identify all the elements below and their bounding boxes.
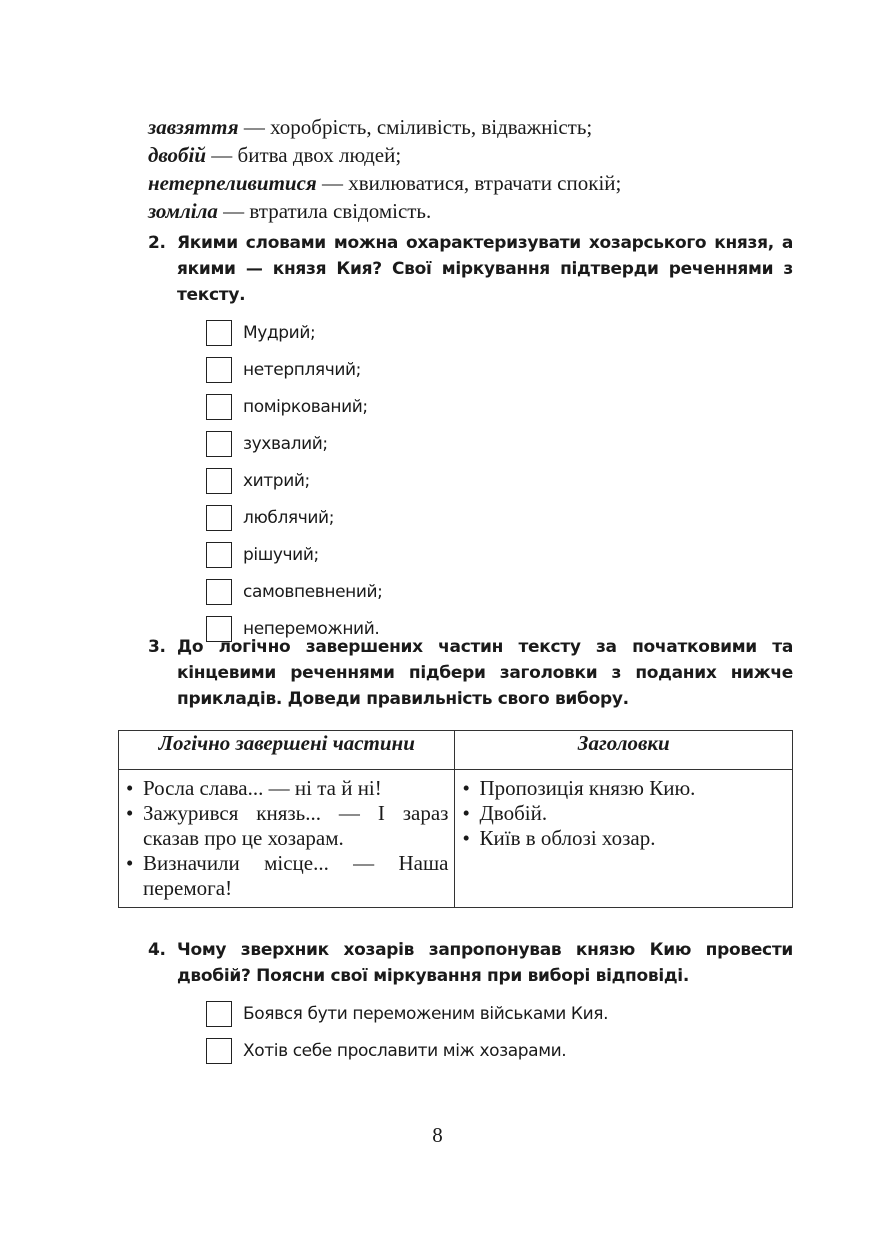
question-4 [148, 937, 793, 1069]
glossary-entry [148, 197, 808, 225]
option-row [206, 462, 793, 499]
table-row [119, 770, 793, 908]
checkbox[interactable] [206, 1038, 232, 1064]
parts-cell [119, 770, 455, 908]
option-row [206, 573, 793, 610]
question-number: 3. [148, 637, 166, 657]
question-3 [148, 634, 793, 712]
checkbox[interactable] [206, 542, 232, 568]
option-label: люблячий; [243, 507, 335, 528]
option-row [206, 499, 793, 536]
question-2-heading [148, 230, 793, 308]
list-item: • Визначили місце... — Наша перемога! [124, 851, 448, 901]
question-4-options [206, 995, 793, 1069]
glossary-definition: — хоробрість, сміливість, відважність; [238, 115, 593, 139]
question-text: До логічно завершених частин тексту за початковими та кінцевими реченнями підбери заголовки з поданих нижче прикладів. Доведи правильність свого вибору. [177, 637, 793, 709]
page-number: 8 [432, 1123, 443, 1147]
list-item: • Двобій. [460, 801, 786, 826]
list-item: • Київ в облозі хозар. [460, 826, 786, 851]
question-4-heading [148, 937, 793, 989]
checkbox[interactable] [206, 320, 232, 346]
glossary [148, 113, 808, 225]
question-text: Якими словами можна охарактеризувати хозарського князя, а якими — князя Кия? Свої міркування підтверди реченнями з тексту. [177, 233, 793, 305]
option-label: нетерплячий; [243, 359, 362, 380]
option-label: зухвалий; [243, 433, 328, 454]
option-row [206, 425, 793, 462]
option-label: Боявся бути переможеним військами Кия. [243, 1003, 609, 1024]
glossary-definition: — хвилюватися, втрачати спокій; [316, 171, 622, 195]
checkbox[interactable] [206, 1001, 232, 1027]
option-label: Хотів себе прославити між хозарами. [243, 1040, 567, 1061]
option-row [206, 388, 793, 425]
question-3-heading [148, 634, 793, 712]
glossary-term: завзяття [148, 115, 239, 139]
glossary-entry [148, 113, 808, 141]
option-label: непереможний. [243, 618, 380, 639]
option-row [206, 351, 793, 388]
glossary-entry [148, 141, 808, 169]
question-number: 2. [148, 233, 166, 253]
column-header: Заголовки [455, 731, 793, 770]
glossary-definition: — битва двох людей; [206, 143, 402, 167]
option-label: рішучий; [243, 544, 319, 565]
glossary-definition: — втратила свідомість. [217, 199, 432, 223]
option-label: самовпевнений; [243, 581, 383, 602]
checkbox[interactable] [206, 394, 232, 420]
matching-table [118, 730, 793, 908]
list-item: • Росла слава... — ні та й ні! [124, 776, 448, 801]
checkbox[interactable] [206, 357, 232, 383]
list-item: • Пропозиція князю Кию. [460, 776, 786, 801]
glossary-term: двобій [148, 143, 207, 167]
titles-cell [455, 770, 793, 908]
glossary-entry [148, 169, 808, 197]
option-row [206, 536, 793, 573]
checkbox[interactable] [206, 468, 232, 494]
option-label: хитрий; [243, 470, 310, 491]
checkbox[interactable] [206, 579, 232, 605]
option-row [206, 1032, 793, 1069]
column-header: Логічно завершені частини [119, 731, 455, 770]
question-2-options [206, 314, 793, 647]
question-number: 4. [148, 940, 166, 960]
option-row [206, 314, 793, 351]
question-text: Чому зверхник хозарів запропонував князю Кию провести двобій? Поясни свої міркування при виборі відповіді. [177, 940, 793, 986]
option-label: Мудрий; [243, 322, 316, 343]
table-header-row [119, 731, 793, 770]
option-row [206, 995, 793, 1032]
checkbox[interactable] [206, 505, 232, 531]
glossary-term: зомліла [148, 199, 218, 223]
glossary-term: нетерпеливитися [148, 171, 317, 195]
checkbox[interactable] [206, 431, 232, 457]
option-label: поміркований; [243, 396, 368, 417]
list-item: • Зажурився князь... — І зараз сказав про це хозарам. [124, 801, 448, 851]
question-2 [148, 230, 793, 647]
